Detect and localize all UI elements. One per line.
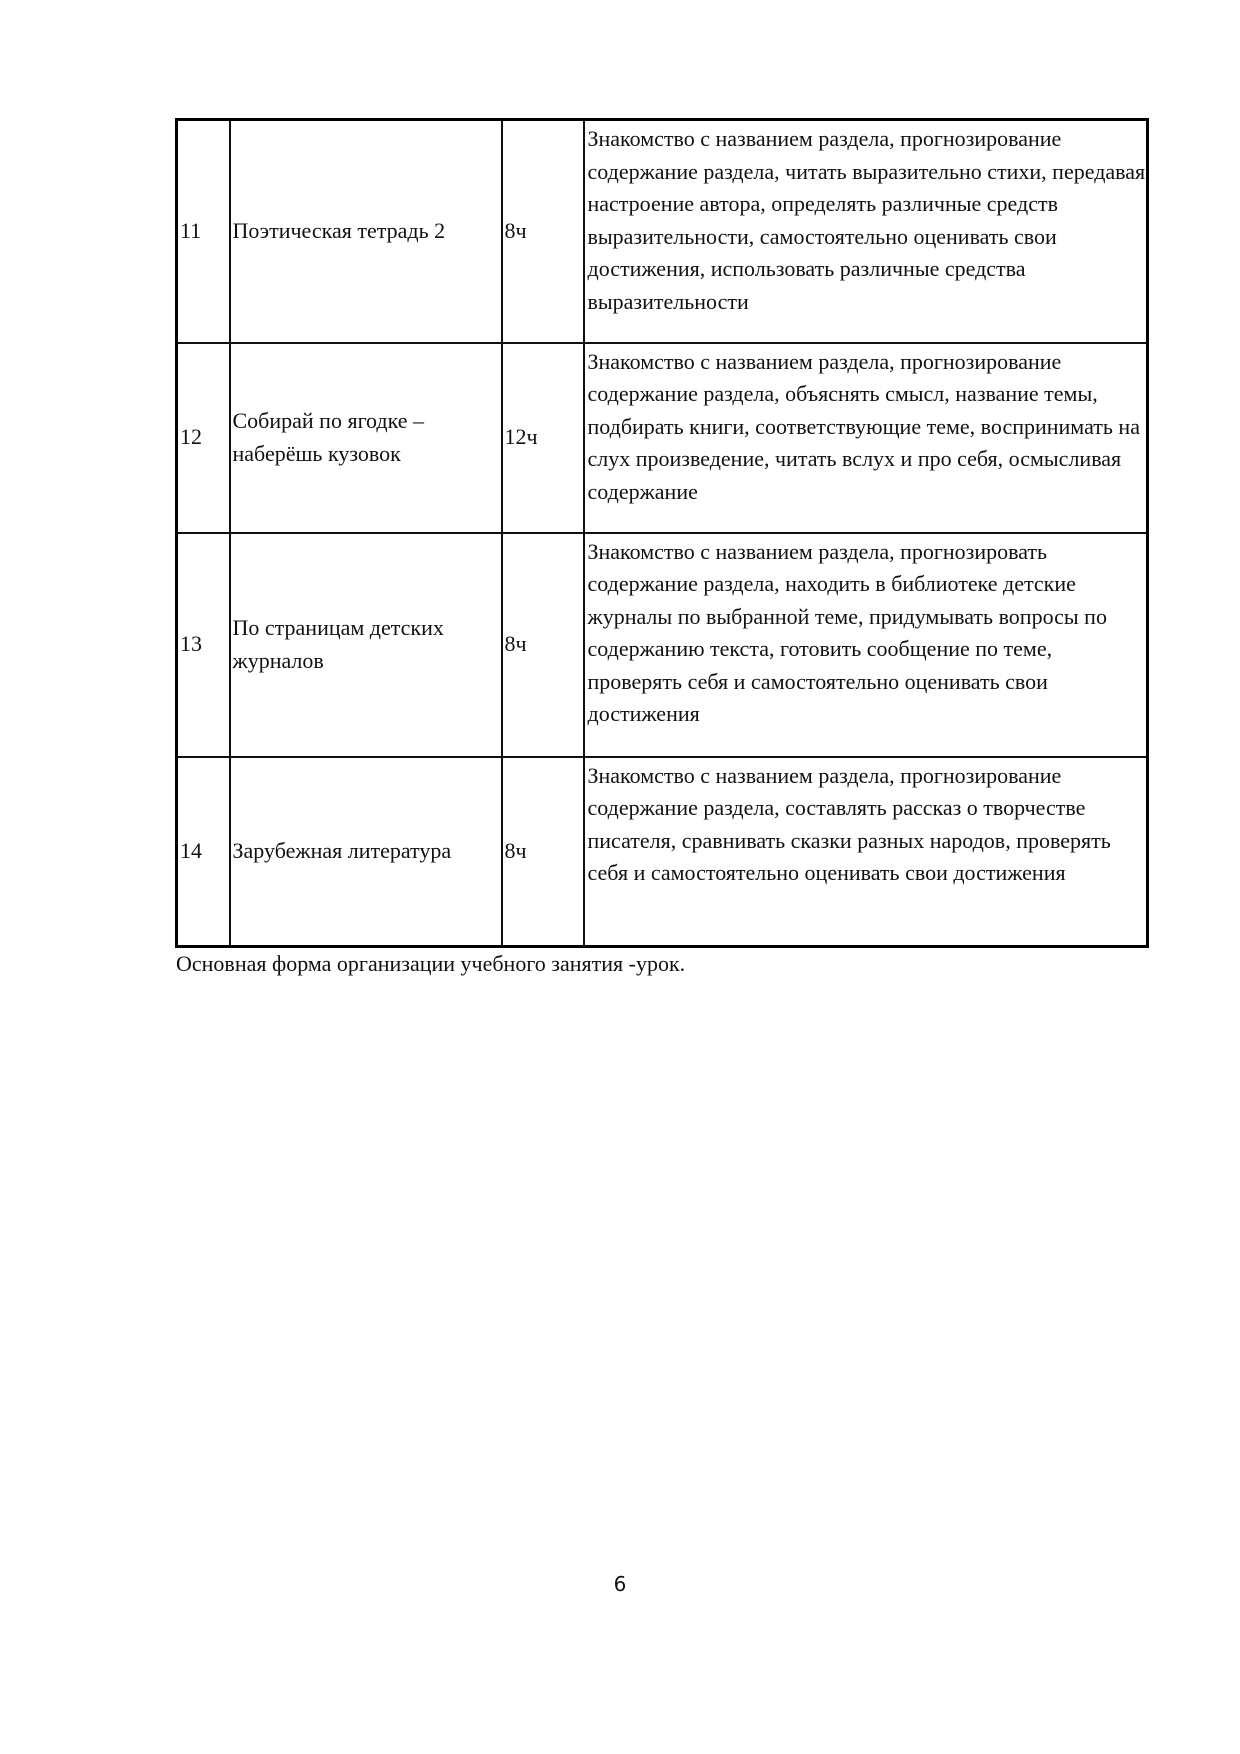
section-title: Собирай по ягодке – наберёшь кузовок xyxy=(230,343,502,533)
section-description: Знакомство с названием раздела, прогнозировать содержание раздела, находить в библиотеке детские журналы по выбранной теме, придумывать вопросы по содержанию текста, готовить сообщение по теме, проверять себя и самостоятельно оценивать свои достижения xyxy=(584,533,1148,757)
section-description: Знакомство с названием раздела, прогнозирование содержание раздела, объяснять смысл, название темы, подбирать книги, соответствующие теме, воспринимать на слух произведение, читать вслух и про себя, осмысливая содержание xyxy=(584,343,1148,533)
page-number: 6 xyxy=(613,1572,627,1596)
section-number: 14 xyxy=(177,757,230,947)
table-row xyxy=(177,120,1148,343)
section-title: По страницам детских журналов xyxy=(230,533,502,757)
section-hours: 8ч xyxy=(502,120,584,343)
section-title: Поэтическая тетрадь 2 xyxy=(230,120,502,343)
section-description: Знакомство с названием раздела, прогнозирование содержание раздела, составлять рассказ о творчестве писателя, сравнивать сказки разных народов, проверять себя и самостоятельно оценивать свои достижения xyxy=(584,757,1148,947)
lesson-form-note: Основная форма организации учебного занятия -урок. xyxy=(176,951,686,976)
table-row xyxy=(177,533,1148,757)
section-number: 12 xyxy=(177,343,230,533)
section-number: 11 xyxy=(177,120,230,343)
table-row xyxy=(177,343,1148,533)
section-title: Зарубежная литература xyxy=(230,757,502,947)
section-hours: 8ч xyxy=(502,757,584,947)
curriculum-table xyxy=(175,118,1149,948)
section-description: Знакомство с названием раздела, прогнозирование содержание раздела, читать выразительно стихи, передавая настроение автора, определять различные средств выразительности, самостоятельно оценивать свои достижения, использовать различные средства выразительности xyxy=(584,120,1148,343)
section-hours: 8ч xyxy=(502,533,584,757)
table-row xyxy=(177,757,1148,947)
section-number: 13 xyxy=(177,533,230,757)
section-hours: 12ч xyxy=(502,343,584,533)
